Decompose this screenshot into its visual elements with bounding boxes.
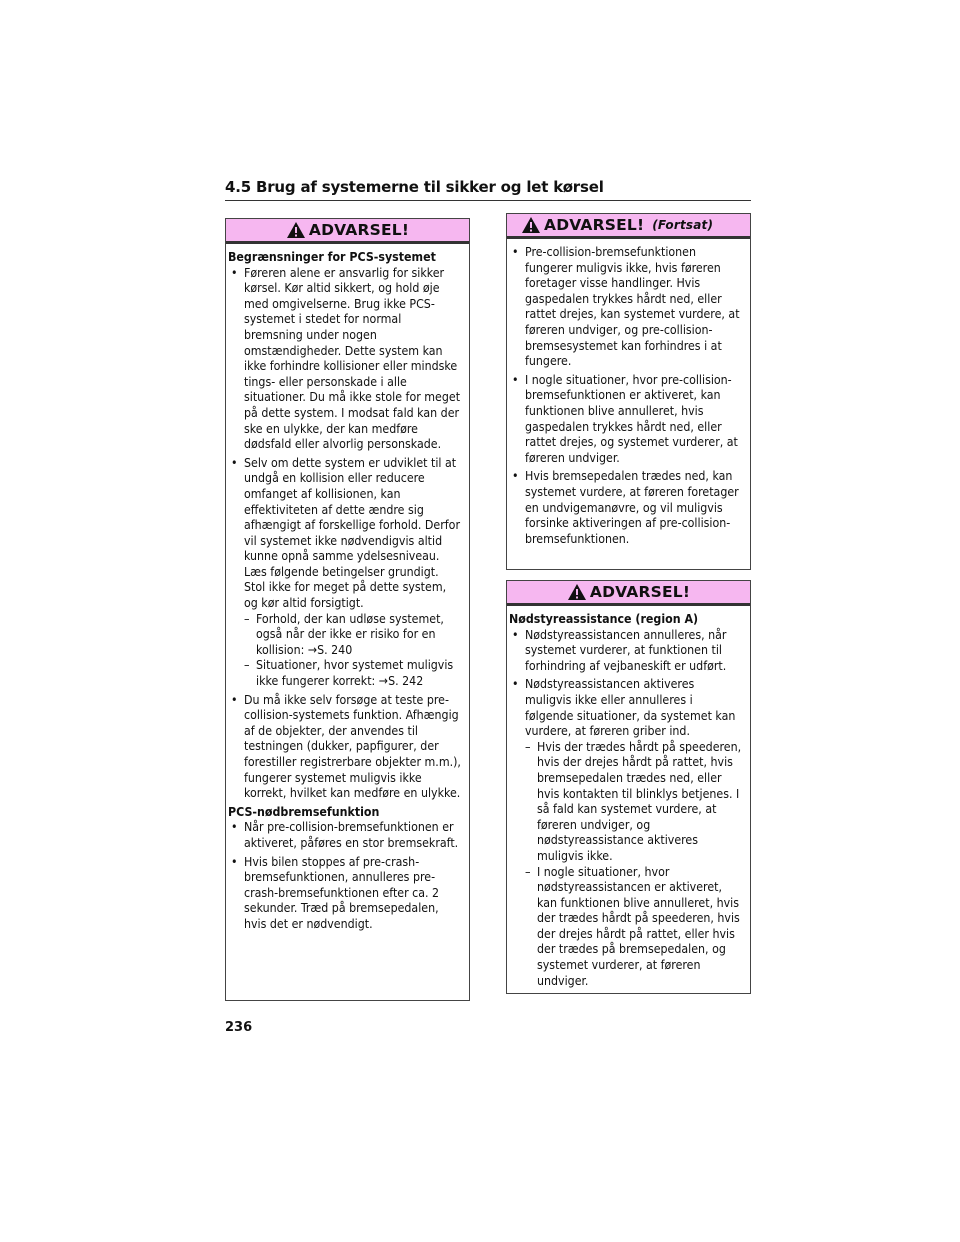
sub-list-item: – I nogle situationer, hvor nødstyreassistancen er aktiveret, kan funktionen blive annulleret, hvis der trædes hårdt på speederen, hvis der drejes hårdt på rattet, eller hvis der trædes på bremsepedalen, og systemet vurderer, at føreren undviger. (525, 865, 744, 990)
warning-triangle-icon (521, 216, 541, 234)
subheading-emergency-steering: Nødstyreassistance (region A) (509, 612, 699, 626)
warning-title: ADVARSEL! (544, 216, 645, 234)
warning-triangle-icon (567, 583, 587, 601)
sub-list-item: – Situationer, hvor systemet muligvis ikke fungerer korrekt: →S. 242 (244, 658, 463, 689)
list-item: • Når pre-collision-bremsefunktionen er aktiveret, påføres en stor bremsekraft. (228, 820, 463, 851)
warning-header (507, 581, 750, 606)
list-item: • I nogle situationer, hvor pre-collision-bremsefunktionen er aktiveret, kan funktionen blive annulleret, hvis gaspedalen trykkes hårdt ned, eller rattet drejes, og systemet vurderer, at føreren undviger. (509, 373, 744, 467)
warning-triangle-icon (286, 221, 306, 239)
list-item: • Føreren alene er ansvarlig for sikker kørsel. Kør altid sikkert, og hold øje med omgivelserne. Brug ikke PCS-systemet i stedet for normal bremsning under nogen omstændigheder. Dette system kan ikke forhindre kollisioner eller mindske tings- eller personskade i alle situationer. Du må ikke stole for meget på dette system. I modsat fald kan der ske en ulykke, der kan medføre dødsfald eller alvorlig personskade. (228, 266, 463, 453)
continued-label: (Fortsat) (652, 218, 714, 232)
list-item: • Selv om dette system er udviklet til at undgå en kollision eller reducere omfanget af kollisionen, kan effektiviteten af dette ændre sig afhængigt af forskellige forhold. Derfor vil systemet ikke nødvendigvis altid kunne opnå samme ydelsesniveau. Læs følgende betingelser grundigt. Stol ikke for meget på dette system, og kør altid forsigtigt. – Forhold, der kan udløse systemet, også når der ikke er risiko for en kollision: →S. 240 – Situationer, hvor systemet muligvis ikke fungerer korrekt: →S. 242 (228, 456, 463, 690)
sub-list-item: – Forhold, der kan udløse systemet, også når der ikke er risiko for en kollision: →S. 240 (244, 612, 463, 659)
warning-title: ADVARSEL! (589, 583, 691, 601)
subheading-emergency-brake: PCS-nødbremsefunktion (228, 804, 380, 819)
warning-box-pcs-limitations (225, 218, 470, 1001)
warning-title: ADVARSEL! (308, 221, 410, 239)
warning-box-continued (506, 213, 751, 570)
list-item: • Nødstyreassistancen annulleres, når systemet vurderer, at funktionen til forhindring af vejbaneskift er udført. (509, 628, 744, 675)
warning-header (507, 214, 750, 239)
list-item: • Nødstyreassistancen aktiveres muligvis ikke eller annulleres i følgende situationer, da systemet kan vurdere, at føreren griber ind. – Hvis der trædes hårdt på speederen, hvis der drejes hårdt på rattet, hvis bremsepedalen trædes ned, eller hvis kontakten til blinklys betjenes. I så fald kan systemet vurdere, at føreren undviger, og nødstyreassistance aktiveres muligvis ikke. – I nogle situationer, hvor nødstyreassistancen er aktiveret, kan funktionen blive annulleret, hvis der trædes hårdt på speederen, hvis der drejes hårdt på rattet, eller hvis der trædes på bremsepedalen, og systemet vurderer, at føreren undviger. (509, 677, 744, 989)
list-item: • Du må ikke selv forsøge at teste pre-collision-systemets funktion. Afhængig af de objekter, der anvendes til testningen (dukker, papfigurer, der forestiller registrerbare objekter m.m.), fungerer systemet muligvis ikke korrekt, hvilket kan medføre en ulykke. (228, 693, 463, 802)
page-number: 236 (225, 1020, 253, 1035)
list-item: • Hvis bremsepedalen trædes ned, kan systemet vurdere, at føreren foretager en undvigemanøvre, og vil muligvis forsinke aktiveringen af pre-collision-bremsefunktionen. (509, 469, 744, 547)
list-item: • Hvis bilen stoppes af pre-crash-bremsefunktionen, annulleres pre-crash-bremsefunktionen efter ca. 2 sekunder. Træd på bremsepedalen, hvis det er nødvendigt. (228, 855, 463, 933)
sub-list-item: – Hvis der trædes hårdt på speederen, hvis der drejes hårdt på rattet, hvis bremsepedalen trædes ned, eller hvis kontakten til blinklys betjenes. I så fald kan systemet vurdere, at føreren undviger, og nødstyreassistance aktiveres muligvis ikke. (525, 740, 744, 865)
warning-box-emergency-steering (506, 580, 751, 994)
list-item: • Pre-collision-bremsefunktionen fungerer muligvis ikke, hvis føreren foretager visse handlinger. Hvis gaspedalen trykkes hårdt ned, eller rattet drejes, kan systemet vurdere, at føreren undviger, og pre-collision-bremsesystemet kan forhindres i at fungere. (509, 245, 744, 370)
subheading-pcs-limitations: Begrænsninger for PCS-systemet (228, 250, 436, 264)
section-header: 4.5 Brug af systemerne til sikker og let kørsel (225, 178, 751, 201)
warning-header (226, 219, 469, 244)
